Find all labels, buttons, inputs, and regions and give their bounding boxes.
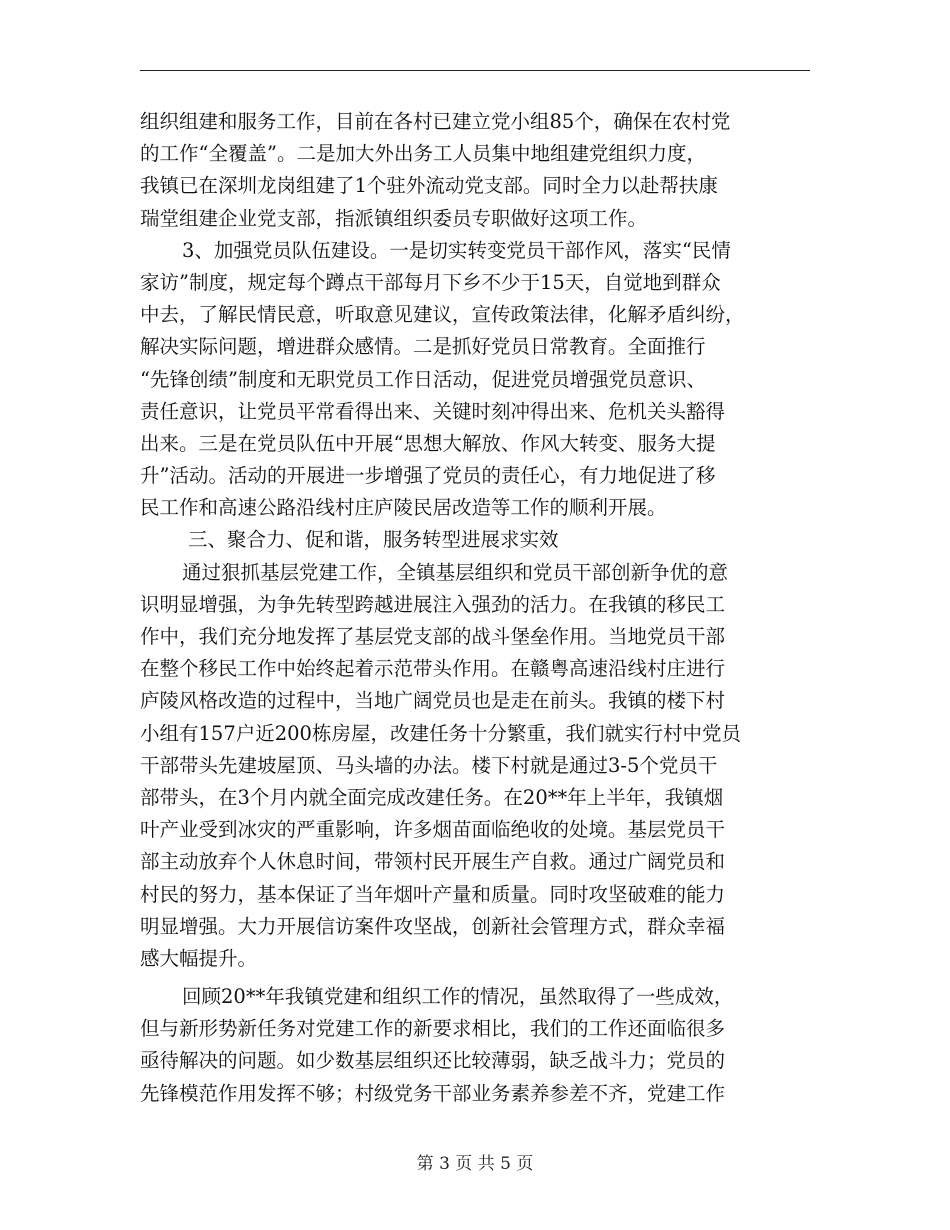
header-rule [140, 70, 810, 71]
paragraph-line: 瑞堂组建企业党支部，指派镇组织委员专职做好这项工作。 [140, 206, 648, 230]
paragraph-line: 庐陵风格改造的过程中，当地广阔党员也是走在前头。我镇的楼下村 [140, 689, 726, 713]
paragraph-line: 组织组建和服务工作，目前在各村已建立党小组85个，确保在农村党 [140, 110, 731, 133]
paragraph-line: 部带头，在3个月内就全面完成改建任务。在20**年上半年，我镇烟 [140, 785, 724, 809]
paragraph-line: 但与新形势新任务对党建工作的新要求相比，我们的工作还面临很多 [140, 1017, 726, 1041]
paragraph-line: 通过狠抓基层党建工作，全镇基层组织和党员干部创新争优的意 [182, 560, 729, 584]
paragraph-line: 在整个移民工作中始终起着示范带头作用。在赣粤高速沿线村庄进行 [140, 657, 726, 681]
paragraph-line: 责任意识，让党员平常看得出来、关键时刻冲得出来、危机关头豁得 [140, 399, 726, 423]
paragraph-line: 先锋模范作用发挥不够；村级党务干部业务素养参差不齐，党建工作 [140, 1081, 726, 1105]
paragraph-line: 出来。三是在党员队伍中开展“思想大解放、作风大转变、服务大提 [140, 431, 716, 455]
paragraph-line: 回顾20**年我镇党建和组织工作的情况，虽然取得了一些成效， [182, 985, 734, 1009]
paragraph-line: 感大幅提升。 [140, 946, 258, 970]
paragraph-line: 3、加强党员队伍建设。一是切实转变党员干部作风，落实“民情 [182, 238, 731, 262]
paragraph-line: 的工作“全覆盖”。二是加大外出务工人员集中地组建党组织力度， [140, 142, 706, 166]
paragraph-line: 中去，了解民情民意，听取意见建议，宣传政策法律，化解矛盾纠纷， [140, 303, 745, 327]
paragraph-line: 干部带头先建坡屋顶、马头墙的办法。楼下村就是通过3-5个党员干 [140, 753, 718, 777]
page-number: 第 3 页 共 5 页 [416, 1154, 534, 1174]
paragraph-line: 升”活动。活动的开展进一步增强了党员的责任心，有力地促进了移 [140, 464, 716, 488]
paragraph-line: 家访”制度，规定每个蹲点干部每月下乡不少于15天，自觉地到群众 [140, 270, 721, 294]
paragraph-line: 亟待解决的问题。如少数基层组织还比较薄弱，缺乏战斗力；党员的 [140, 1049, 726, 1073]
section-heading: 三、聚合力、促和谐，服务转型进展求实效 [188, 528, 559, 552]
paragraph-line: 明显增强。大力开展信访案件攻坚战，创新社会管理方式，群众幸福 [140, 914, 726, 938]
paragraph-line: 我镇已在深圳龙岗组建了1个驻外流动党支部。同时全力以赴帮扶康 [140, 174, 718, 198]
paragraph-line: 解决实际问题，增进群众感情。二是抓好党员日常教育。全面推行 [140, 335, 706, 359]
paragraph-line: 村民的努力，基本保证了当年烟叶产量和质量。同时攻坚破难的能力 [140, 882, 726, 906]
paragraph-line: 民工作和高速公路沿线村庄庐陵民居改造等工作的顺利开展。 [140, 496, 667, 520]
document-body [140, 106, 812, 1110]
paragraph-line: “先锋创绩”制度和无职党员工作日活动，促进党员增强党员意识、 [140, 367, 706, 391]
paragraph-line: 识明显增强，为争先转型跨越进展注入强劲的活力。在我镇的移民工 [140, 592, 726, 616]
paragraph-line: 小组有157户近200栋房屋，改建任务十分繁重，我们就实行村中党员 [140, 721, 741, 745]
paragraph-line: 作中，我们充分地发挥了基层党支部的战斗堡垒作用。当地党员干部 [140, 625, 726, 648]
paragraph-line: 部主动放弃个人休息时间，带领村民开展生产自救。通过广阔党员和 [140, 850, 726, 874]
paragraph-line: 叶产业受到冰灾的严重影响，许多烟苗面临绝收的处境。基层党员干 [140, 818, 726, 842]
